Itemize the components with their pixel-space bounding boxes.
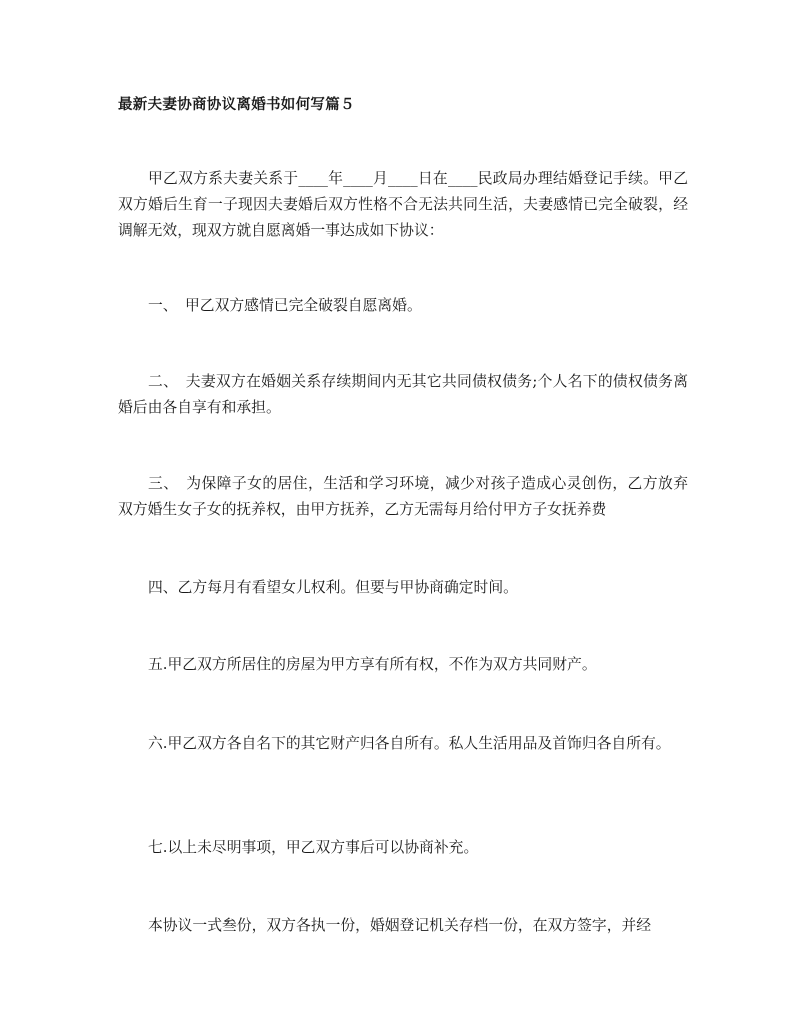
- document-title: 最新夫妻协商协议离婚书如何写篇５: [118, 97, 355, 113]
- clause-3-paragraph: 三、 为保障子女的居住，生活和学习环境，减少对孩子造成心灵创伤，乙方放弃双方婚生女子女的抚养权，由甲方抚养，乙方无需每月给付甲方子女抚养费: [118, 474, 688, 518]
- clause-7-paragraph: 七.以上未尽明事项，甲乙双方事后可以协商补充。: [148, 838, 479, 856]
- clause-4-paragraph: 四、乙方每月有看望女儿权利。但要与甲协商确定时间。: [148, 578, 518, 596]
- clause-6-paragraph: 六.甲乙双方各自名下的其它财产归各自所有。私人生活用品及首饰归各自所有。: [148, 734, 671, 752]
- clause-2-paragraph: 二、 夫妻双方在婚姻关系存续期间内无其它共同债权债务;个人名下的债权债务离婚后由各自享有和承担。: [118, 372, 688, 416]
- closing-paragraph: 本协议一式叁份，双方各执一份，婚姻登记机关存档一份，在双方签字，并经: [148, 916, 652, 934]
- clause-5-paragraph: 五.甲乙双方所居住的房屋为甲方享有所有权，不作为双方共同财产。: [148, 655, 597, 673]
- intro-paragraph: 甲乙双方系夫妻关系于____年____月____日在____民政局办理结婚登记手续。甲乙双方婚后生育一子现因夫妻婚后双方性格不合无法共同生活，夫妻感情已完全破裂，经调解无效，现双方就自愿离婚一事达成如下协议：: [118, 169, 688, 239]
- clause-1-paragraph: 一、 甲乙双方感情已完全破裂自愿离婚。: [148, 296, 422, 314]
